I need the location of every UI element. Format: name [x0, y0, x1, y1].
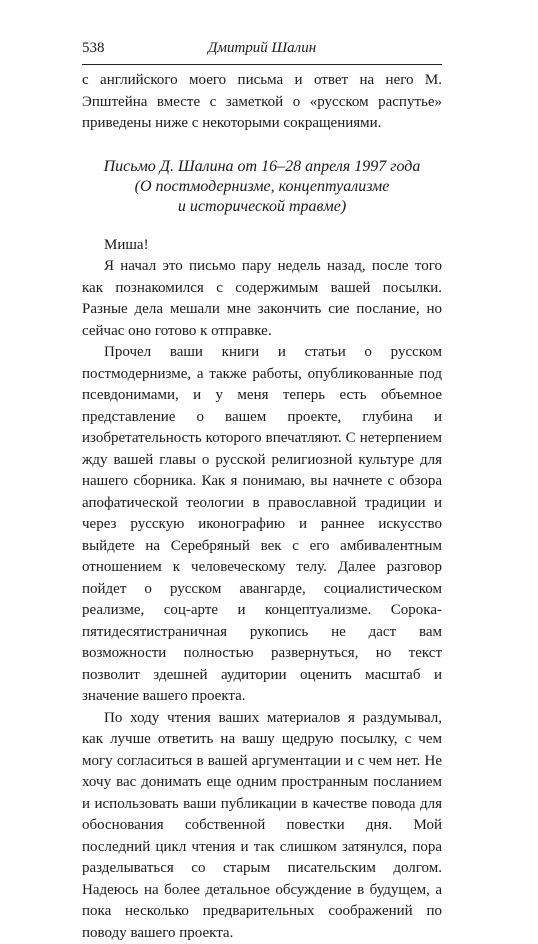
running-head: Дмитрий Шалин: [82, 40, 442, 57]
page-body: [82, 70, 442, 944]
letter-heading-line-1: Письмо Д. Шалина от 16–28 апреля 1997 года: [82, 157, 442, 177]
letter-heading-line-3: и исторической травме): [82, 197, 442, 217]
intro-paragraph: с английского моего письма и ответ на него М. Эпштейна вместе с заметкой о «русском распутье» приведены ниже с некоторыми сокращениями.: [82, 70, 442, 135]
paragraph-2: Прочел ваши книги и статьи о русском постмодернизме, а также работы, опубликованные под псевдонимами, и у меня теперь есть объемное представление о вашем проекте, глубина и изобретательность которого впечатляют. С нетерпением жду вашей главы о русской религиозной культуре для нашего сборника. Как я понимаю, вы начнете с обзора апофатической теологии в православной традиции и через русскую иконографию и раннее искусство выйдете на Серебряный век с его амбивалентным отношением к человеческому телу. Далее разговор пойдет о русском авангарде, социалистическом реализме, соц-арте и концептуализме. Сорока- пятидесятистраничная рукопись не даст вам возможности полностью развернуться, но текст позволит здешней аудитории оценить масштаб и значение вашего проекта.: [82, 342, 442, 708]
paragraph-3: По ходу чтения ваших материалов я раздумывал, как лучше ответить на вашу щедрую посылку, с чем могу согласиться в вашей аргументации и с чем нет. Не хочу вас донимать еще одним пространным посланием и использовать ваши публикации в качестве повода для обоснования собственной повестки дня. Мой последний цикл чтения и так слишком затянулся, пора разделываться со старым писательским долгом. Надеюсь на более детальное обсуждение в будущем, а пока несколько предварительных соображений по поводу вашего проекта.: [82, 708, 442, 944]
salutation: Миша!: [82, 235, 442, 257]
paragraph-1: Я начал это письмо пару недель назад, после того как познакомился с содержимым вашей посылки. Разные дела мешали мне закончить сие послание, но сейчас оно готово к отправке.: [82, 256, 442, 342]
letter-heading: [82, 157, 442, 217]
page-header: [82, 38, 442, 65]
page-number: 538: [82, 40, 105, 57]
letter-heading-line-2: (О постмодернизме, концептуализме: [82, 177, 442, 197]
